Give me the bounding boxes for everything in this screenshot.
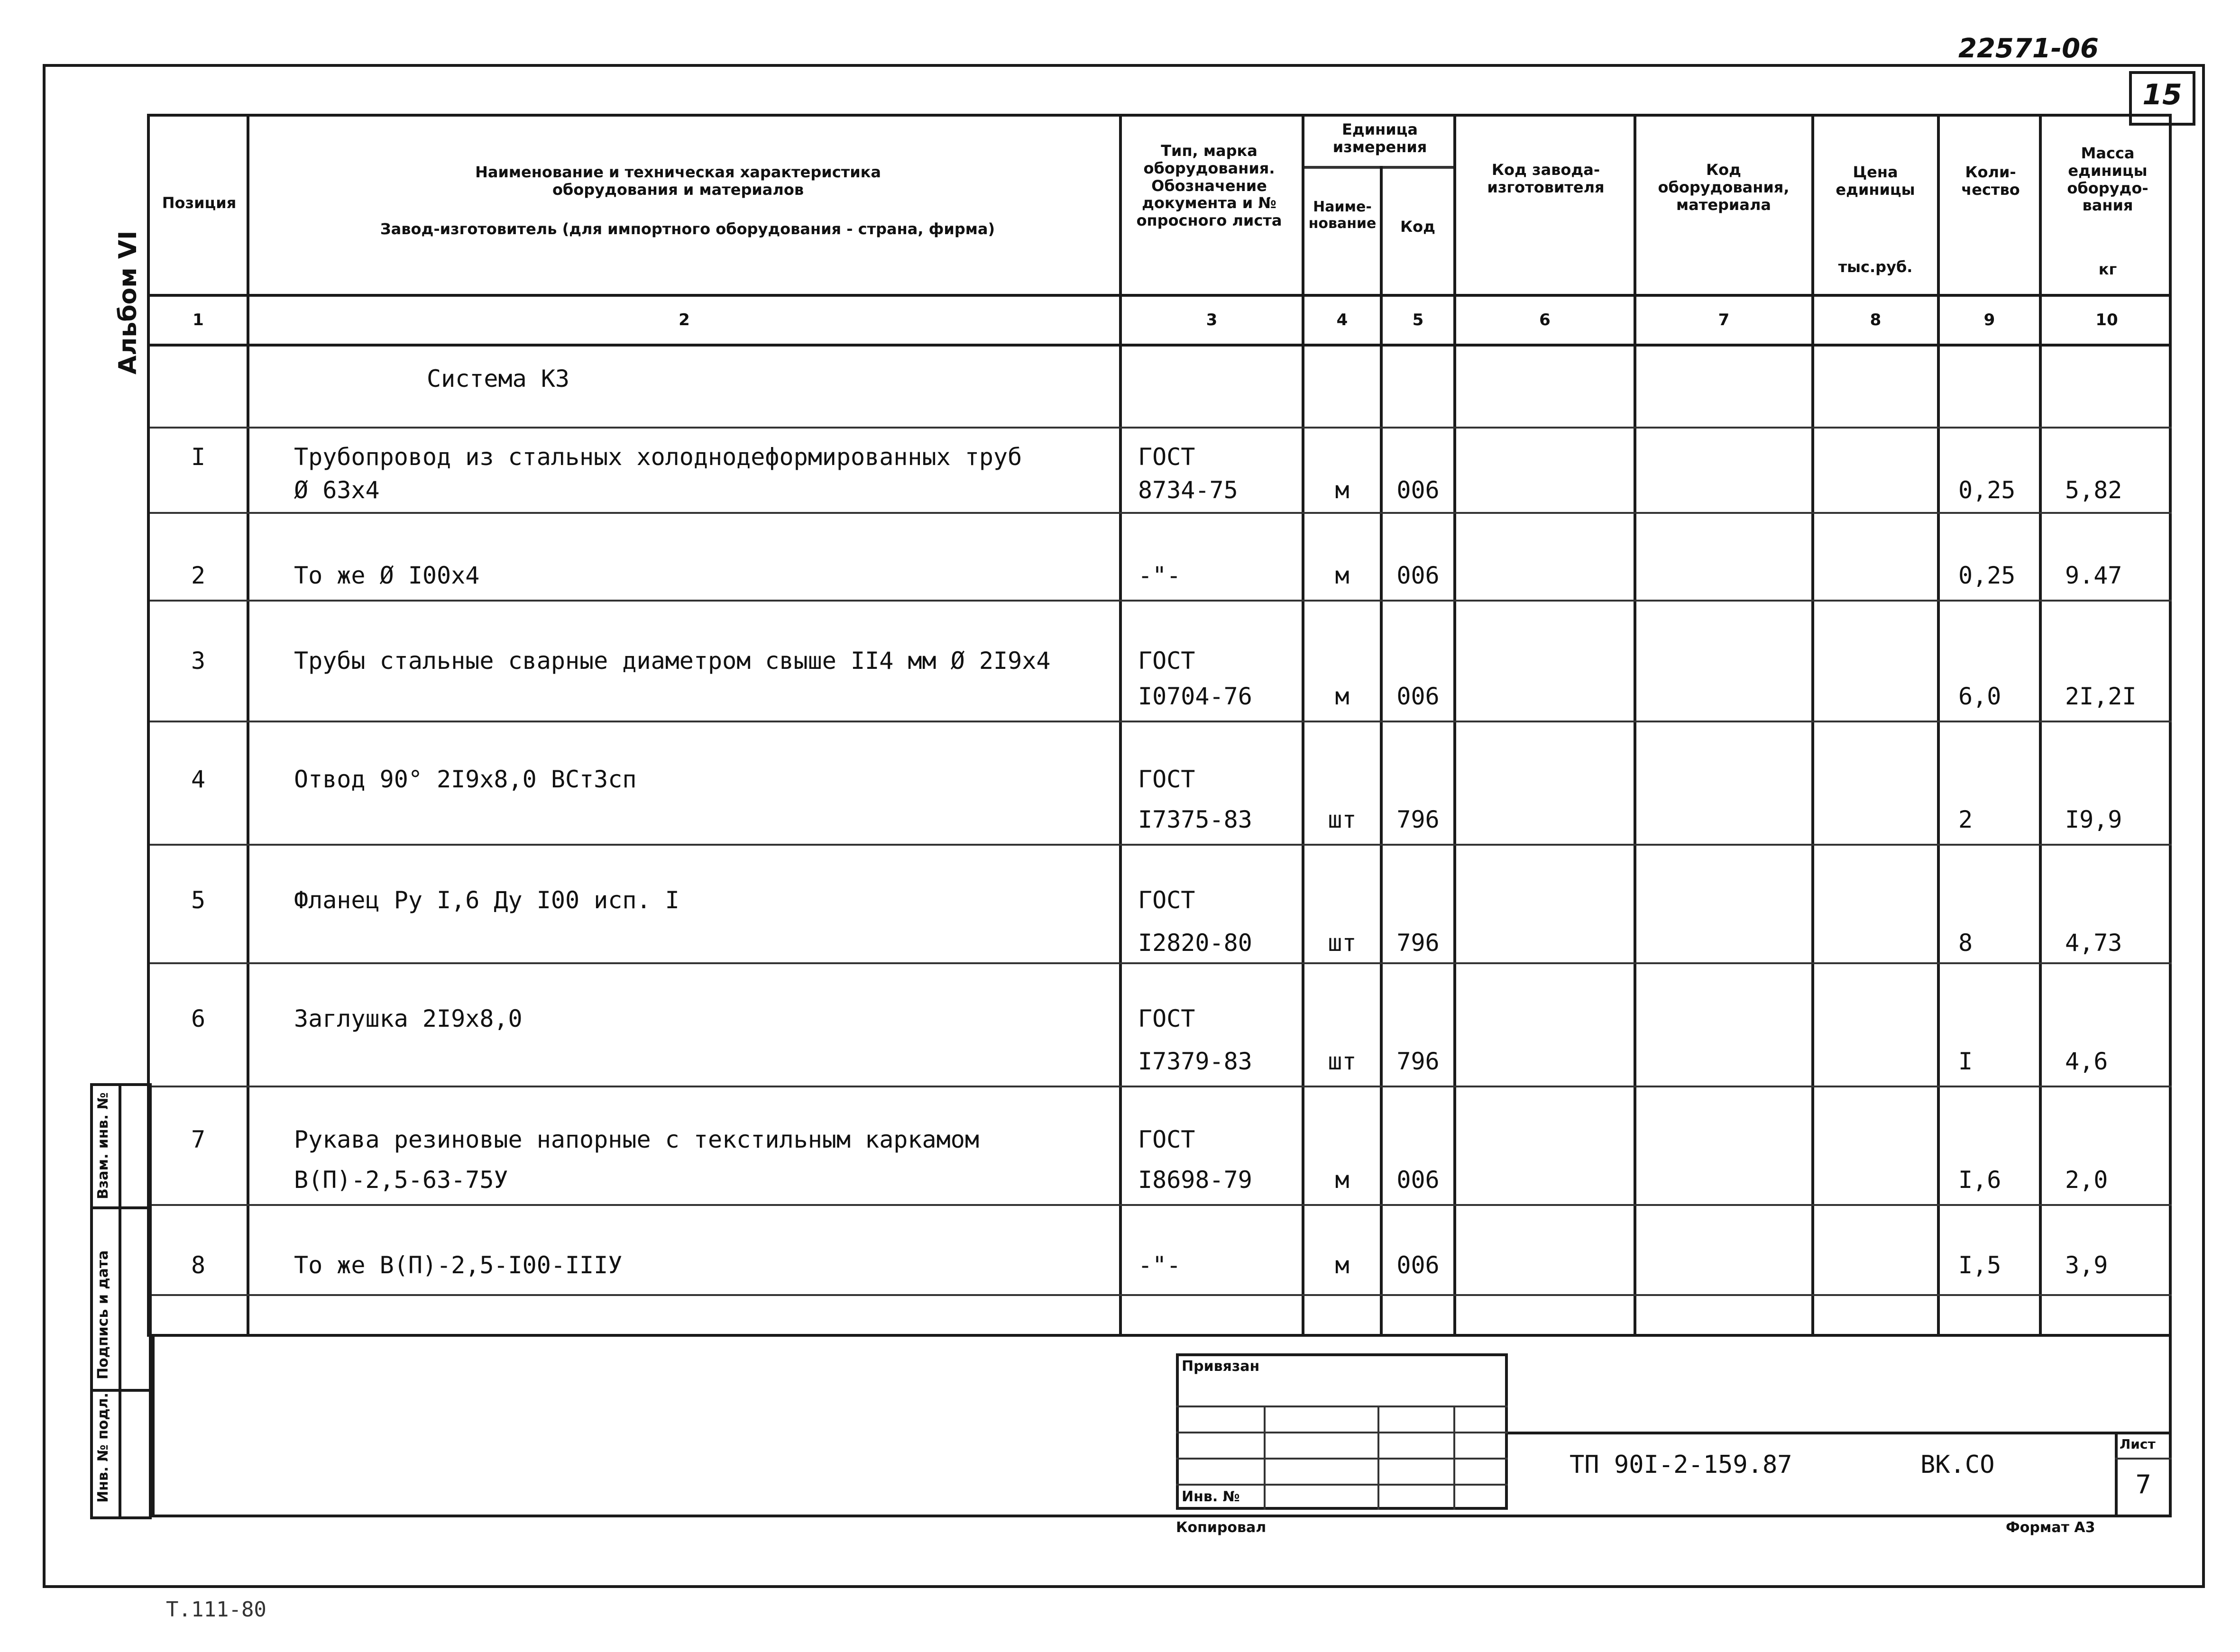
cell-mass: 3,9 (2065, 1251, 2108, 1279)
cell-unit-code: 796 (1396, 1048, 1440, 1075)
cell-quantity: I,5 (1958, 1251, 2001, 1279)
tied-col-2 (1377, 1406, 1379, 1510)
cell-quantity: I (1958, 1048, 1973, 1075)
tied-line-4 (1176, 1484, 1508, 1486)
cell-position: 2 (191, 562, 206, 589)
specification-table (147, 114, 2172, 1337)
row-divider (150, 1294, 2172, 1296)
cell-quantity: 6,0 (1958, 683, 2001, 710)
col-line-8 (1937, 114, 1940, 1337)
bottom-left-code: Т.111-80 (166, 1597, 266, 1622)
cell-document: ГОСТ (1138, 443, 1195, 471)
side-label-replaced-inv: Взам. инв. № (95, 1092, 111, 1199)
cell-mass: 5,82 (2065, 476, 2122, 504)
row-divider (150, 1086, 2172, 1087)
cell-document: I8698-79 (1138, 1166, 1252, 1194)
cell-name: В(П)-2,5-63-75У (294, 1166, 508, 1194)
sheet-number-top: 15 (2142, 78, 2182, 111)
header-price-unit: тыс.руб. (1838, 258, 1913, 276)
col-num-2: 2 (679, 310, 690, 329)
tied-line-1 (1176, 1406, 1508, 1407)
cell-mass: 2,0 (2065, 1166, 2108, 1194)
cell-position: 3 (191, 647, 206, 675)
album-label: Альбом VI (114, 230, 142, 374)
cell-document: ГОСТ (1138, 1005, 1195, 1032)
header-unit-name: Наиме-нование (1308, 199, 1377, 232)
cell-unit-code: 796 (1396, 806, 1440, 833)
document-number: 22571-06 (1958, 33, 2099, 64)
cell-unit-code: 006 (1396, 562, 1440, 589)
col-line-9 (2039, 114, 2042, 1337)
col-line-6 (1634, 114, 1636, 1337)
col-num-4: 4 (1336, 310, 1348, 329)
cell-name: Трубопровод из стальных холоднодеформированных труб (294, 443, 1022, 471)
format-label: Формат А3 (2006, 1519, 2095, 1536)
cell-mass: 2I,2I (2065, 683, 2137, 710)
col-line-7 (1811, 114, 1814, 1337)
col-line-2 (1119, 114, 1122, 1337)
cell-position: 5 (191, 886, 206, 914)
col-line-4 (1380, 166, 1383, 1337)
cell-quantity: 8 (1958, 929, 1973, 957)
col-num-8: 8 (1870, 310, 1882, 329)
row-divider (150, 600, 2172, 602)
cell-unit-code: 796 (1396, 929, 1440, 957)
col-line-1 (247, 114, 249, 1337)
side-stamp-line-2 (90, 1389, 152, 1392)
title-block-top (1508, 1432, 2172, 1434)
tied-line-2 (1176, 1432, 1508, 1433)
col-num-10: 10 (2095, 310, 2118, 329)
cell-position: 6 (191, 1005, 206, 1032)
cell-unit-code: 006 (1396, 683, 1440, 710)
cell-unit: шт (1328, 929, 1357, 957)
sheet-label: Лист (2120, 1436, 2156, 1452)
row-divider (150, 512, 2172, 514)
cell-name: То же В(П)-2,5-I00-IIIУ (294, 1251, 623, 1279)
cell-quantity: 2 (1958, 806, 1973, 833)
cell-name: Заглушка 2I9х8,0 (294, 1005, 523, 1032)
tied-label: Привязан (1182, 1358, 1260, 1375)
col-line-3 (1302, 114, 1304, 1337)
col-num-9: 9 (1983, 310, 1995, 329)
tied-col-3 (1453, 1406, 1455, 1510)
header-name-line2: Завод-изготовитель (для импортного оборудования - страна, фирма) (380, 220, 995, 238)
cell-document: I2820-80 (1138, 929, 1252, 957)
cell-unit: м (1335, 562, 1350, 589)
cell-name: Ø 63х4 (294, 476, 380, 504)
document-mark: ВК.СО (1920, 1451, 1995, 1479)
cell-mass: 4,6 (2065, 1048, 2108, 1075)
cell-name: Фланец Ру I,6 Ду I00 исп. I (294, 886, 679, 914)
cell-unit: шт (1328, 806, 1357, 833)
cell-document: ГОСТ (1138, 1126, 1195, 1153)
header-quantity: Коли-чество (1961, 163, 2020, 199)
header-mass-unit: кг (2098, 260, 2117, 278)
cell-unit: м (1335, 1166, 1350, 1194)
row-divider (150, 721, 2172, 722)
tied-col-1 (1264, 1406, 1266, 1510)
tied-line-3 (1176, 1458, 1508, 1460)
header-type: Тип, марка оборудования. Обозначение документа и № опросного листа (1136, 142, 1282, 230)
cell-position: 8 (191, 1251, 206, 1279)
side-label-original-inv: Инв. № подл. (95, 1392, 111, 1503)
col-num-5: 5 (1412, 310, 1424, 329)
cell-mass: I9,9 (2065, 806, 2122, 833)
side-label-signature: Подпись и дата (95, 1250, 111, 1379)
row-divider (150, 962, 2172, 964)
col-line-5 (1453, 114, 1456, 1337)
cell-document: -"- (1138, 562, 1181, 589)
header-bottom-line (147, 294, 2172, 297)
inv-label: Инв. № (1182, 1488, 1240, 1505)
cell-unit: м (1335, 683, 1350, 710)
header-position: Позиция (162, 194, 237, 212)
cell-position: I (191, 443, 206, 471)
cell-quantity: 0,25 (1958, 476, 2016, 504)
cell-name: Рукава резиновые напорные с текстильным каркамом (294, 1126, 979, 1153)
cell-unit-code: 006 (1396, 1251, 1440, 1279)
cell-document: -"- (1138, 1251, 1181, 1279)
cell-document: 8734-75 (1138, 476, 1238, 504)
cell-unit-code: 006 (1396, 1166, 1440, 1194)
side-stamp-divider (119, 1083, 121, 1519)
header-equipment-code: Код оборудования, материала (1658, 161, 1790, 214)
side-stamp-line-1 (90, 1206, 152, 1209)
header-mass: Масса единицы оборудо-вания (2067, 144, 2148, 215)
cell-position: 4 (191, 766, 206, 793)
cell-name: Трубы стальные сварные диаметром свыше II4 мм Ø 2I9х4 (294, 647, 1051, 675)
cell-mass: 4,73 (2065, 929, 2122, 957)
cell-document: I7375-83 (1138, 806, 1252, 833)
cell-document: ГОСТ (1138, 886, 1195, 914)
project-number: ТП 90I-2-159.87 (1570, 1451, 1792, 1479)
header-unit-code: Код (1400, 218, 1435, 236)
cell-unit: м (1335, 1251, 1350, 1279)
cell-unit: м (1335, 476, 1350, 504)
cell-document: ГОСТ (1138, 766, 1195, 793)
header-price: Цена единицы (1836, 163, 1915, 199)
cell-name: То же Ø I00х4 (294, 562, 480, 589)
row-divider (150, 844, 2172, 846)
row-divider (150, 427, 2172, 429)
cell-mass: 9.47 (2065, 562, 2122, 589)
cell-document: I0704-76 (1138, 683, 1252, 710)
bottom-band-line (152, 1515, 2172, 1517)
header-unit: Единица измерения (1332, 120, 1427, 156)
cell-unit-code: 006 (1396, 476, 1440, 504)
sheet-number: 7 (2135, 1469, 2152, 1499)
cell-document: ГОСТ (1138, 647, 1195, 675)
cell-name: Система К3 (427, 365, 570, 392)
cell-unit: шт (1328, 1048, 1357, 1075)
header-maker-code: Код завода-изготовителя (1487, 161, 1605, 196)
numbers-row-line (147, 344, 2172, 347)
col-num-1: 1 (193, 310, 204, 329)
bottom-band-left (152, 1334, 155, 1517)
cell-document: I7379-83 (1138, 1048, 1252, 1075)
cell-quantity: I,6 (1958, 1166, 2001, 1194)
title-sheet-label-line (2115, 1458, 2172, 1460)
header-name-line1: Наименование и техническая характеристика оборудования и материалов (475, 163, 881, 199)
col-num-6: 6 (1539, 310, 1551, 329)
row-divider (150, 1204, 2172, 1206)
col-num-3: 3 (1206, 310, 1218, 329)
cell-name: Отвод 90° 2I9х8,0 ВСт3сп (294, 766, 637, 793)
col-num-7: 7 (1718, 310, 1730, 329)
copied-label: Копировал (1176, 1519, 1267, 1536)
cell-position: 7 (191, 1126, 206, 1153)
cell-quantity: 0,25 (1958, 562, 2016, 589)
